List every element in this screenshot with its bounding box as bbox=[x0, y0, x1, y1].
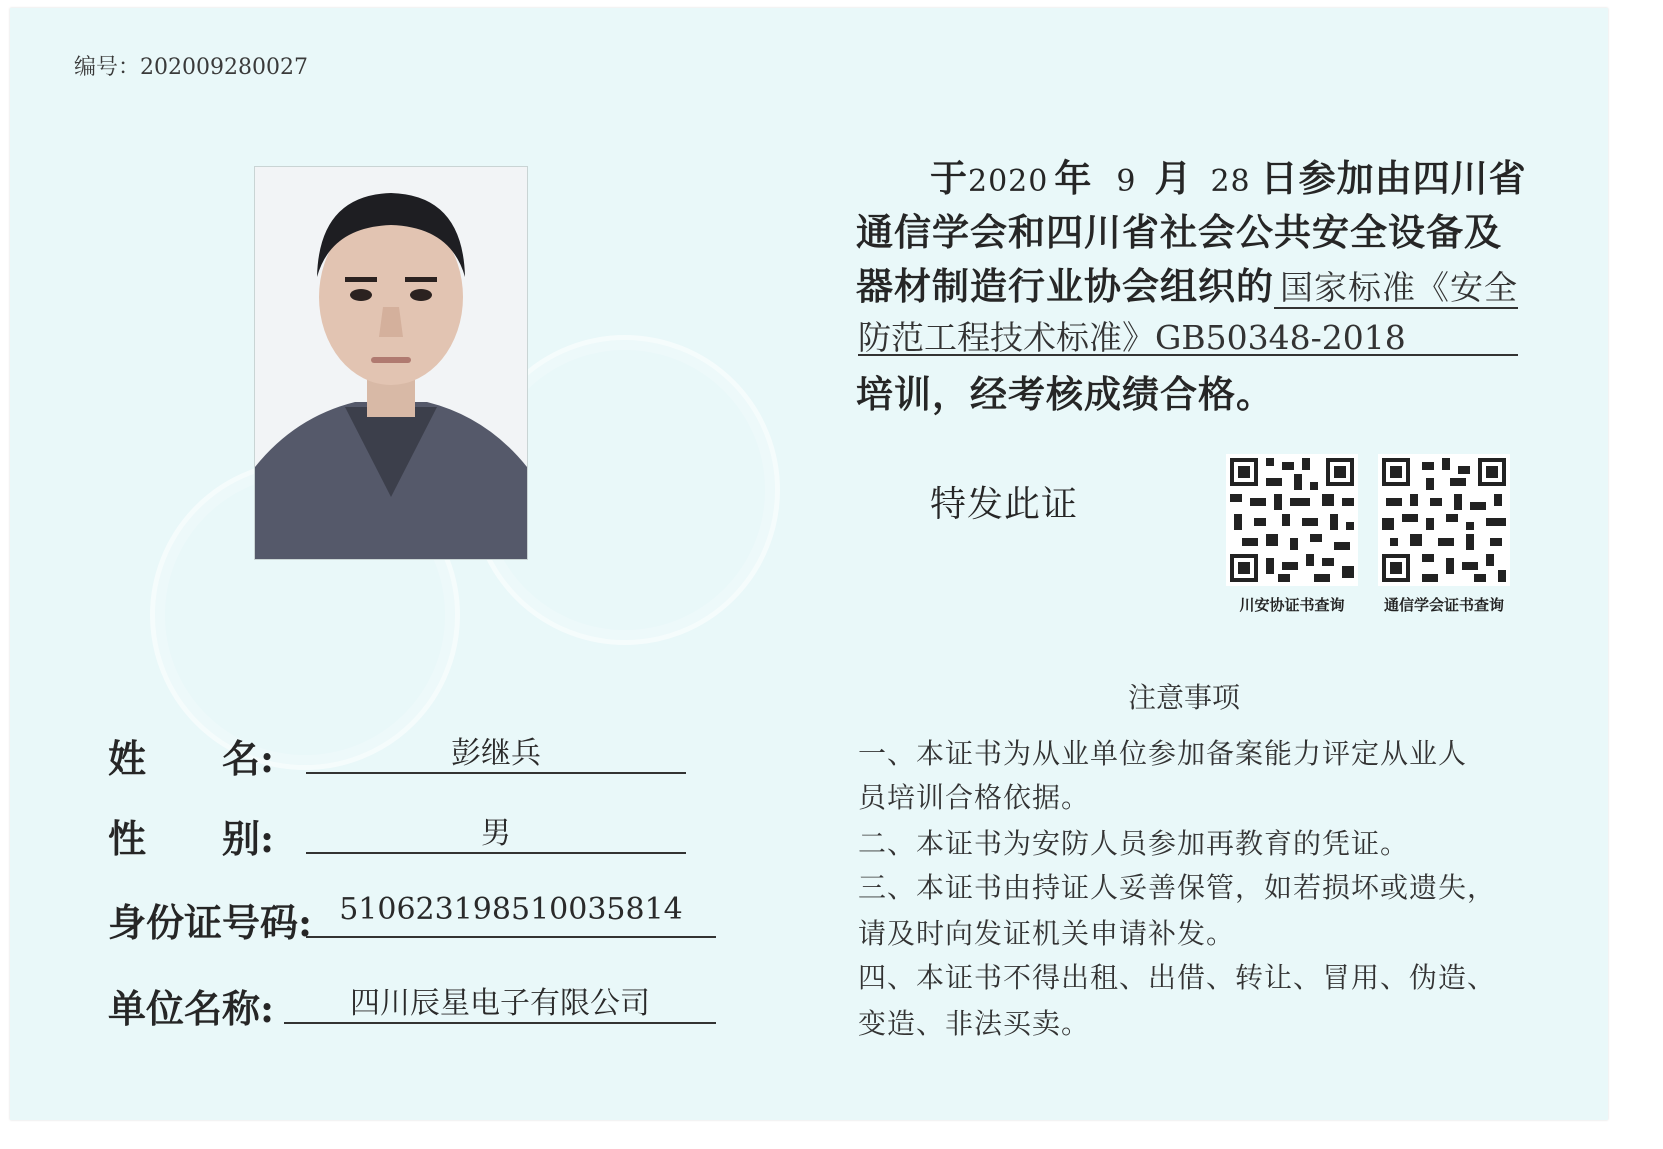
statement-month: 9 bbox=[1116, 164, 1137, 199]
statement-line-2: 通信学会和四川省社会公共安全设备及 bbox=[856, 210, 1502, 254]
qr-caption-1: 川安协证书查询 bbox=[1239, 596, 1345, 614]
org-value: 四川辰星电子有限公司 bbox=[284, 978, 716, 1024]
portrait-image bbox=[255, 167, 527, 559]
id-label: 身份证号码: bbox=[108, 900, 313, 945]
notice-line: 一、本证书为从业单位参加备案能力评定从业人 bbox=[858, 737, 1468, 770]
name-label: 姓 名: bbox=[108, 736, 275, 781]
notice-line: 变造、非法买卖。 bbox=[858, 1007, 1091, 1040]
notice-line: 四、本证书不得出租、出借、转让、冒用、伪造、 bbox=[858, 961, 1497, 994]
qr-code-icon bbox=[1226, 454, 1358, 586]
gender-value: 男 bbox=[306, 808, 686, 854]
statement-prefix: 于 bbox=[930, 156, 968, 200]
qr-code-icon bbox=[1378, 454, 1510, 586]
statement-line-3 bbox=[856, 256, 1518, 310]
statement-year: 2020 bbox=[968, 164, 1049, 199]
issue-text: 特发此证 bbox=[930, 484, 1079, 525]
holder-photo bbox=[254, 166, 528, 560]
gender-label: 性 别: bbox=[108, 816, 275, 861]
name-value: 彭继兵 bbox=[306, 728, 686, 774]
statement-day-unit: 日参加由四川省 bbox=[1260, 156, 1527, 200]
statement-day: 28 bbox=[1210, 164, 1251, 199]
notice-line: 二、本证书为安防人员参加再教育的凭证。 bbox=[858, 827, 1410, 860]
statement-year-unit: 年 bbox=[1054, 156, 1093, 200]
statement-line-1 bbox=[930, 148, 1527, 202]
notice-line: 员培训合格依据。 bbox=[858, 781, 1091, 814]
notice-line: 三、本证书由持证人妥善保管，如若损坏或遗失， bbox=[858, 871, 1497, 904]
course-name-part-2: 防范工程技术标准》GB50348-2018 bbox=[858, 312, 1518, 356]
statement-month-unit: 月 bbox=[1154, 156, 1193, 200]
notice-line: 请及时向发证机关申请补发。 bbox=[858, 917, 1236, 950]
org-label: 单位名称: bbox=[108, 986, 275, 1031]
statement-organizer: 器材制造行业协会组织的 bbox=[856, 264, 1274, 308]
id-value: 510623198510035814 bbox=[306, 892, 716, 938]
course-name-part-1: 国家标准《安全 bbox=[1274, 268, 1518, 309]
serial-number: 编号：202009280027 bbox=[74, 55, 308, 80]
qr-caption-2: 通信学会证书查询 bbox=[1383, 596, 1504, 614]
notice-title: 注意事项 bbox=[1128, 681, 1241, 714]
statement-line-5: 培训，经考核成绩合格。 bbox=[856, 372, 1274, 416]
